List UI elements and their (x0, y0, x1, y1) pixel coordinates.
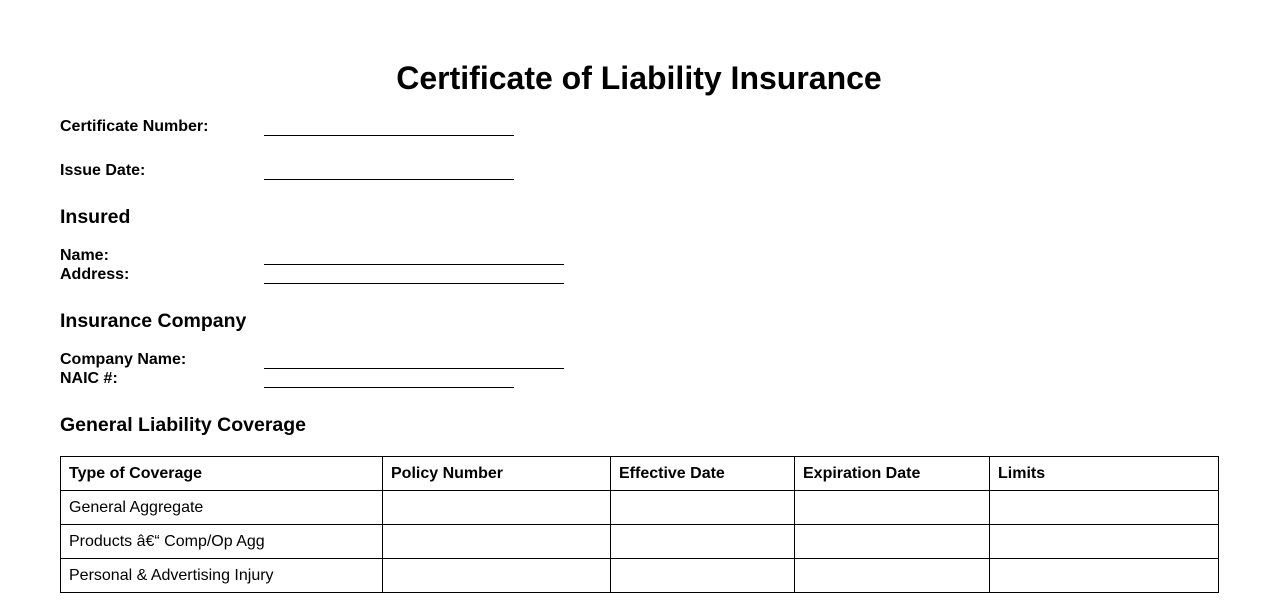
coverage-heading: General Liability Coverage (60, 414, 307, 436)
insured-address-label: Address: (60, 266, 130, 283)
insured-address-field[interactable] (264, 283, 564, 284)
certificate-number-label: Certificate Number: (60, 118, 209, 135)
column-header-policy-number: Policy Number (383, 457, 611, 491)
table-row (61, 525, 1219, 559)
table-row (61, 491, 1219, 525)
effective-date-cell[interactable] (611, 525, 795, 559)
company-name-label: Company Name: (60, 351, 187, 368)
expiration-date-cell[interactable] (795, 525, 990, 559)
expiration-date-cell[interactable] (795, 491, 990, 525)
limits-cell[interactable] (990, 525, 1219, 559)
policy-number-cell[interactable] (383, 525, 611, 559)
naic-label: NAIC #: (60, 370, 118, 387)
document-title: Certificate of Liability Insurance (396, 60, 882, 96)
naic-field[interactable] (264, 387, 514, 388)
effective-date-cell[interactable] (611, 559, 795, 593)
coverage-type-cell: General Aggregate (61, 491, 383, 525)
limits-cell[interactable] (990, 559, 1219, 593)
policy-number-cell[interactable] (383, 559, 611, 593)
coverage-type-cell: Personal & Advertising Injury (61, 559, 383, 593)
coverage-header-row (61, 457, 1219, 491)
insured-name-label: Name: (60, 247, 109, 264)
expiration-date-cell[interactable] (795, 559, 990, 593)
certificate-number-field[interactable] (264, 135, 514, 136)
table-row (61, 559, 1219, 593)
coverage-type-cell: Products â€“ Comp/Op Agg (61, 525, 383, 559)
insured-heading: Insured (60, 206, 131, 228)
insurance-company-heading: Insurance Company (60, 310, 247, 332)
column-header-effective-date: Effective Date (611, 457, 795, 491)
policy-number-cell[interactable] (383, 491, 611, 525)
issue-date-field[interactable] (264, 179, 514, 180)
column-header-type-of-coverage: Type of Coverage (61, 457, 383, 491)
issue-date-label: Issue Date: (60, 162, 146, 179)
company-name-field[interactable] (264, 368, 564, 369)
effective-date-cell[interactable] (611, 491, 795, 525)
column-header-expiration-date: Expiration Date (795, 457, 990, 491)
column-header-limits: Limits (990, 457, 1219, 491)
insured-name-field[interactable] (264, 264, 564, 265)
limits-cell[interactable] (990, 491, 1219, 525)
coverage-table (60, 456, 1219, 593)
